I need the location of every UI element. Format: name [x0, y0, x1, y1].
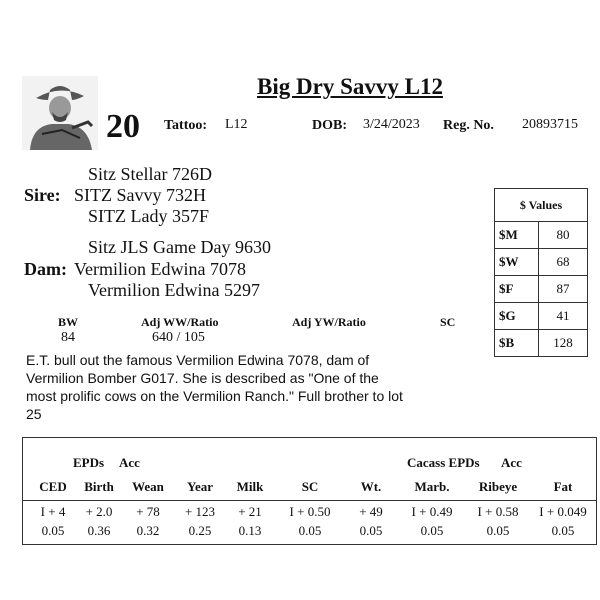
epd-col-header: CED	[39, 479, 67, 494]
dollar-key: $W	[495, 249, 539, 276]
dollar-value: 68	[539, 249, 588, 276]
cowboy-logo	[22, 76, 98, 150]
epd-col-header: Year	[187, 479, 213, 494]
epd-accuracy: 0.05	[298, 523, 322, 538]
dollar-value: 41	[539, 303, 588, 330]
sc-label: SC	[440, 315, 456, 329]
epd-value: + 78	[136, 504, 160, 519]
dollar-key: $B	[495, 330, 539, 357]
epd-acc-label: Acc	[119, 455, 140, 470]
sire-label: Sire:	[24, 185, 61, 205]
epd-col-header: Fat	[553, 479, 573, 494]
dollar-key: $M	[495, 222, 539, 249]
epd-divider	[23, 500, 596, 501]
epd-accuracy: 0.05	[359, 523, 383, 538]
epd-value: I + 0.49	[411, 504, 453, 519]
sire-dam: SITZ Lady 357F	[88, 206, 209, 226]
dam-label: Dam:	[24, 259, 67, 279]
adjyw-label: Adj YW/Ratio	[292, 315, 366, 329]
dollar-value: 80	[539, 222, 588, 249]
epd-table	[22, 437, 597, 545]
bw-label: BW	[58, 315, 79, 329]
tattoo-label: Tattoo:	[164, 118, 208, 133]
epd-col-header: SC	[301, 479, 319, 494]
dollar-values-title: $ Values	[495, 189, 588, 222]
carcass-acc-label: Acc	[501, 455, 522, 470]
dam-dam: Vermilion Edwina 5297	[88, 280, 260, 300]
dollar-key: $F	[495, 276, 539, 303]
dam-name: Vermilion Edwina 7078	[74, 259, 246, 279]
epd-accuracy: 0.13	[238, 523, 262, 538]
dollar-row-g	[495, 303, 588, 330]
tattoo-value: L12	[225, 117, 248, 132]
epd-accuracy: 0.25	[188, 523, 212, 538]
bw-value: 84	[61, 330, 75, 345]
dob-label: DOB:	[312, 118, 347, 133]
sire-sire: Sitz Stellar 726D	[88, 164, 212, 184]
animal-name: Big Dry Savvy L12	[257, 74, 443, 99]
dollar-values-table	[494, 188, 588, 357]
epd-value: I + 0.50	[289, 504, 331, 519]
dollar-row-m	[495, 222, 588, 249]
epd-col-header: Wt.	[360, 479, 382, 494]
dollar-row-b	[495, 330, 588, 357]
epd-col-header: Ribeye	[478, 479, 518, 494]
epd-value: I + 4	[40, 504, 66, 519]
epd-value: + 2.0	[85, 504, 113, 519]
sire-name: SITZ Savvy 732H	[74, 185, 206, 205]
dollar-row-f	[495, 276, 588, 303]
adjww-label: Adj WW/Ratio	[141, 315, 219, 329]
epd-accuracy: 0.36	[87, 523, 111, 538]
dollar-value: 87	[539, 276, 588, 303]
epd-accuracy: 0.05	[551, 523, 575, 538]
epd-accuracy: 0.32	[136, 523, 160, 538]
epd-value: + 123	[184, 504, 216, 519]
epd-group-label: EPDs	[73, 455, 105, 470]
epd-col-header: Marb.	[414, 479, 450, 494]
epd-value: + 21	[238, 504, 262, 519]
epd-accuracy: 0.05	[41, 523, 65, 538]
epd-col-header: Wean	[132, 479, 164, 494]
epd-accuracy: 0.05	[486, 523, 510, 538]
epd-col-header: Milk	[236, 479, 264, 494]
lot-number: 20	[106, 108, 140, 145]
lot-description: E.T. bull out the famous Vermilion Edwina 7078, dam of Vermilion Bomber G017. She is described as "One of the most prolific cows on the Vermilion Ranch." Full brother to lot 25	[26, 352, 403, 422]
epd-value: I + 0.58	[477, 504, 519, 519]
epd-col-header: Birth	[84, 479, 114, 494]
epd-value: I + 0.049	[539, 504, 587, 519]
dollar-key: $G	[495, 303, 539, 330]
reg-label: Reg. No.	[443, 118, 494, 133]
epd-accuracy: 0.05	[420, 523, 444, 538]
epd-value: + 49	[359, 504, 383, 519]
reg-value: 20893715	[522, 117, 578, 132]
dollar-value: 128	[539, 330, 588, 357]
adjww-value: 640 / 105	[152, 330, 205, 345]
dob-value: 3/24/2023	[363, 117, 420, 132]
dollar-row-w	[495, 249, 588, 276]
dam-sire: Sitz JLS Game Day 9630	[88, 237, 271, 257]
carcass-group-label: Cacass EPDs	[407, 455, 480, 470]
